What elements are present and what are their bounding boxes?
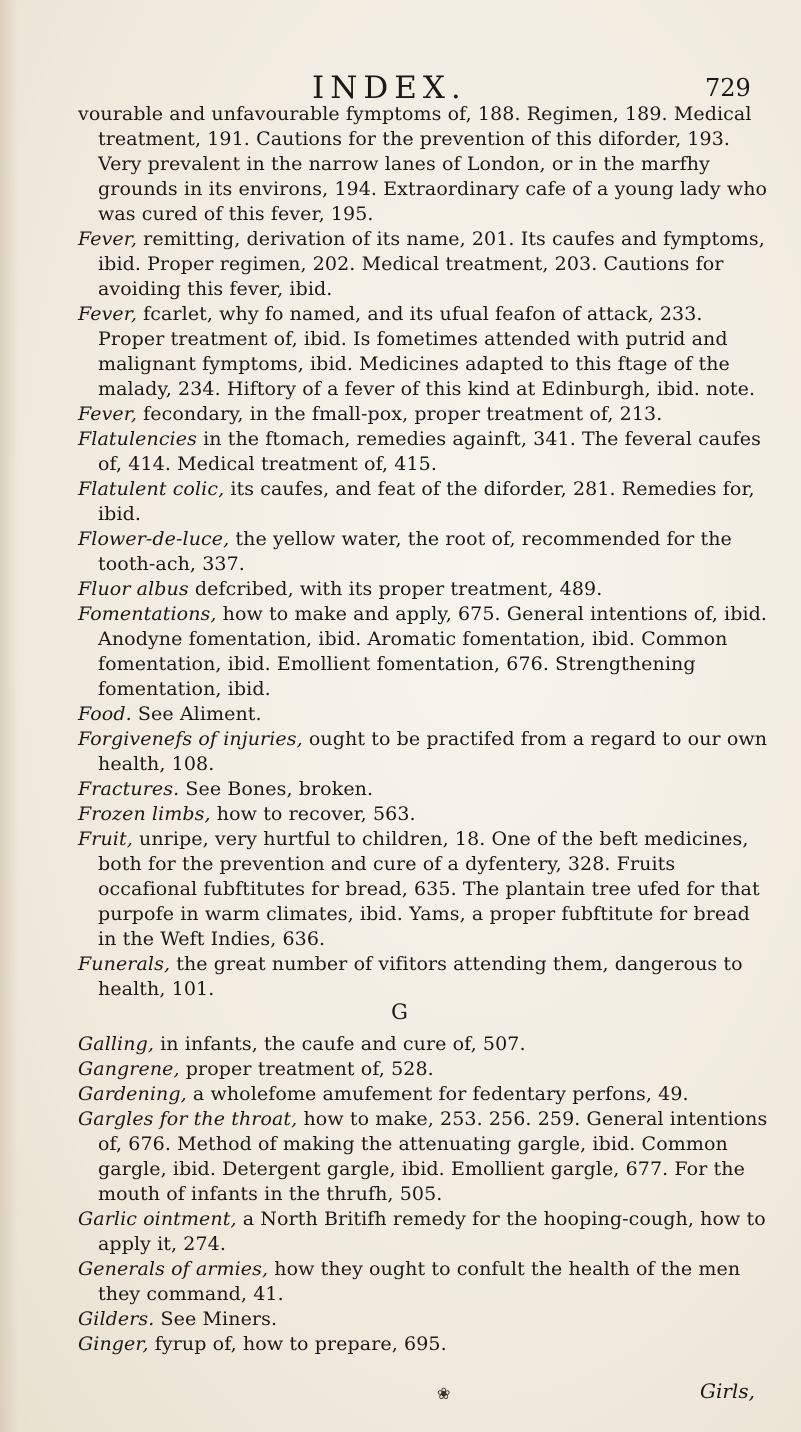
index-term: Fruit, — [78, 828, 133, 850]
index-entry-text: a North Britifh remedy for the hooping-cough, how to apply it, 274. — [98, 1208, 766, 1255]
index-term: Galling, — [78, 1033, 154, 1055]
index-entry-text: the great number of vifitors attending them, dangerous to health, 101. — [98, 953, 743, 1000]
index-term: Flatulencies — [78, 428, 197, 450]
index-entry — [78, 727, 768, 777]
index-entry-text: unripe, very hurtful to children, 18. One of the beft medicines, both for the prevention and cure of a dyfentery, 328. Fruits occafional fubftitutes for bread, 635. The plantain tree ufed for that purpofe in warm climates, ibid. Yams, a proper fubftitute for bread in the Weft Indies, 636. — [98, 828, 760, 950]
index-entry — [78, 827, 768, 952]
index-entry-text: in the ftomach, remedies againft, 341. The feveral caufes of, 414. Medical treatment of, 415. — [98, 428, 761, 475]
index-entry-text: how they ought to confult the health of the men they command, 41. — [98, 1258, 741, 1305]
index-entry — [78, 402, 768, 427]
index-entry — [78, 1107, 768, 1207]
index-section-g — [78, 1032, 768, 1357]
index-term: Fever, — [78, 403, 138, 425]
index-entry — [78, 527, 768, 577]
index-entry — [78, 702, 768, 727]
index-term: Fractures. — [78, 778, 180, 800]
index-entry-text: fyrup of, how to prepare, 695. — [148, 1333, 447, 1355]
index-entry-text: fecondary, in the fmall-pox, proper treatment of, 213. — [137, 403, 663, 425]
index-entry-text: its caufes, and feat of the diforder, 281. Remedies for, ibid. — [98, 478, 755, 525]
index-term: Food. — [78, 703, 132, 725]
index-entry-text: how to make, 253. 256. 259. General intentions of, 676. Method of making the attenuating gargle, ibid. Common gargle, ibid. Detergent gargle, ibid. Emollient gargle, 677. For the mouth of infants in the thrufh, 505. — [98, 1108, 768, 1205]
index-entry-text: a wholefome amufement for fedentary perfons, 49. — [186, 1083, 689, 1105]
index-entry-text: defcribed, with its proper treatment, 489. — [188, 578, 603, 600]
index-entry — [78, 427, 768, 477]
index-entry — [78, 1257, 768, 1307]
index-term: Generals of armies, — [78, 1258, 269, 1280]
index-section-f — [78, 102, 768, 1002]
index-term: Gardening, — [78, 1083, 187, 1105]
catchword: Girls, — [700, 1379, 755, 1403]
index-entry — [78, 477, 768, 527]
index-entry — [78, 777, 768, 802]
index-entry — [78, 602, 768, 702]
index-entry — [78, 1307, 768, 1332]
index-entry-text: See Aliment. — [131, 703, 262, 725]
index-entry-text: See Bones, broken. — [179, 778, 374, 800]
index-entry-text: vourable and unfavourable fymptoms of, 188. Regimen, 189. Medical treatment, 191. Cautions for the prevention of this diforder, 193. Very prevalent in the narrow lanes of London, or in the marfhy grounds in its environs, 194. Extraordinary cafe of a young lady who was cured of this fever, 195. — [78, 103, 768, 225]
running-title: INDEX. — [312, 70, 467, 106]
index-term: Funerals, — [78, 953, 171, 975]
index-entry — [78, 302, 768, 402]
index-entry — [78, 1082, 768, 1107]
index-term: Fever, — [78, 303, 138, 325]
index-term: Flower-de-luce, — [78, 528, 230, 550]
index-term: Fever, — [78, 228, 138, 250]
index-entry-text: how to recover, 563. — [210, 803, 416, 825]
binding-shadow — [0, 0, 18, 1432]
index-entry — [78, 1057, 768, 1082]
index-entry — [78, 1032, 768, 1057]
index-entry-text: remitting, derivation of its name, 201. Its caufes and fymptoms, ibid. Proper regimen, 202. Medical treatment, 203. Cautions for avoiding this fever, ibid. — [98, 228, 765, 300]
index-entry — [78, 227, 768, 302]
index-term: Ginger, — [78, 1333, 149, 1355]
index-entry — [78, 1207, 768, 1257]
index-entry-text: how to make and apply, 675. General intentions of, ibid. Anodyne fomentation, ibid. Aromatic fomentation, ibid. Common fomentation, ibid. Emollient fomentation, 676. Strengthening fomentation, ibid. — [98, 603, 768, 700]
index-term: Forgivenefs of injuries, — [78, 728, 303, 750]
index-term: Gilders. — [78, 1308, 155, 1330]
index-term: Garlic ointment, — [78, 1208, 237, 1230]
index-entry — [78, 102, 768, 227]
index-term: Flatulent colic, — [78, 478, 225, 500]
index-entry-text: See Miners. — [154, 1308, 278, 1330]
page-number: 729 — [705, 74, 751, 102]
section-letter-heading: G — [391, 1000, 410, 1024]
index-term: Fomentations, — [78, 603, 217, 625]
index-entry — [78, 577, 768, 602]
index-entry — [78, 802, 768, 827]
index-term: Frozen limbs, — [78, 803, 211, 825]
index-term: Gargles for the throat, — [78, 1108, 298, 1130]
index-term: Gangrene, — [78, 1058, 180, 1080]
index-entry — [78, 1332, 768, 1357]
index-entry-text: in infants, the caufe and cure of, 507. — [153, 1033, 526, 1055]
index-entry-text: fcarlet, why fo named, and its ufual feafon of attack, 233. Proper treatment of, ibid. Is fometimes attended with putrid and malignant fymptoms, ibid. Medicines adapted to this ftage of the malady, 234. Hiftory of a fever of this kind at Edinburgh, ibid. note. — [98, 303, 756, 400]
index-entry-text: ought to be practifed from a regard to our own health, 108. — [98, 728, 768, 775]
index-entry-text: the yellow water, the root of, recommended for the tooth-ach, 337. — [98, 528, 732, 575]
index-entry — [78, 952, 768, 1002]
index-term: Fluor albus — [78, 578, 189, 600]
index-entry-text: proper treatment of, 528. — [179, 1058, 434, 1080]
fleuron-icon: ❀ — [437, 1384, 451, 1403]
